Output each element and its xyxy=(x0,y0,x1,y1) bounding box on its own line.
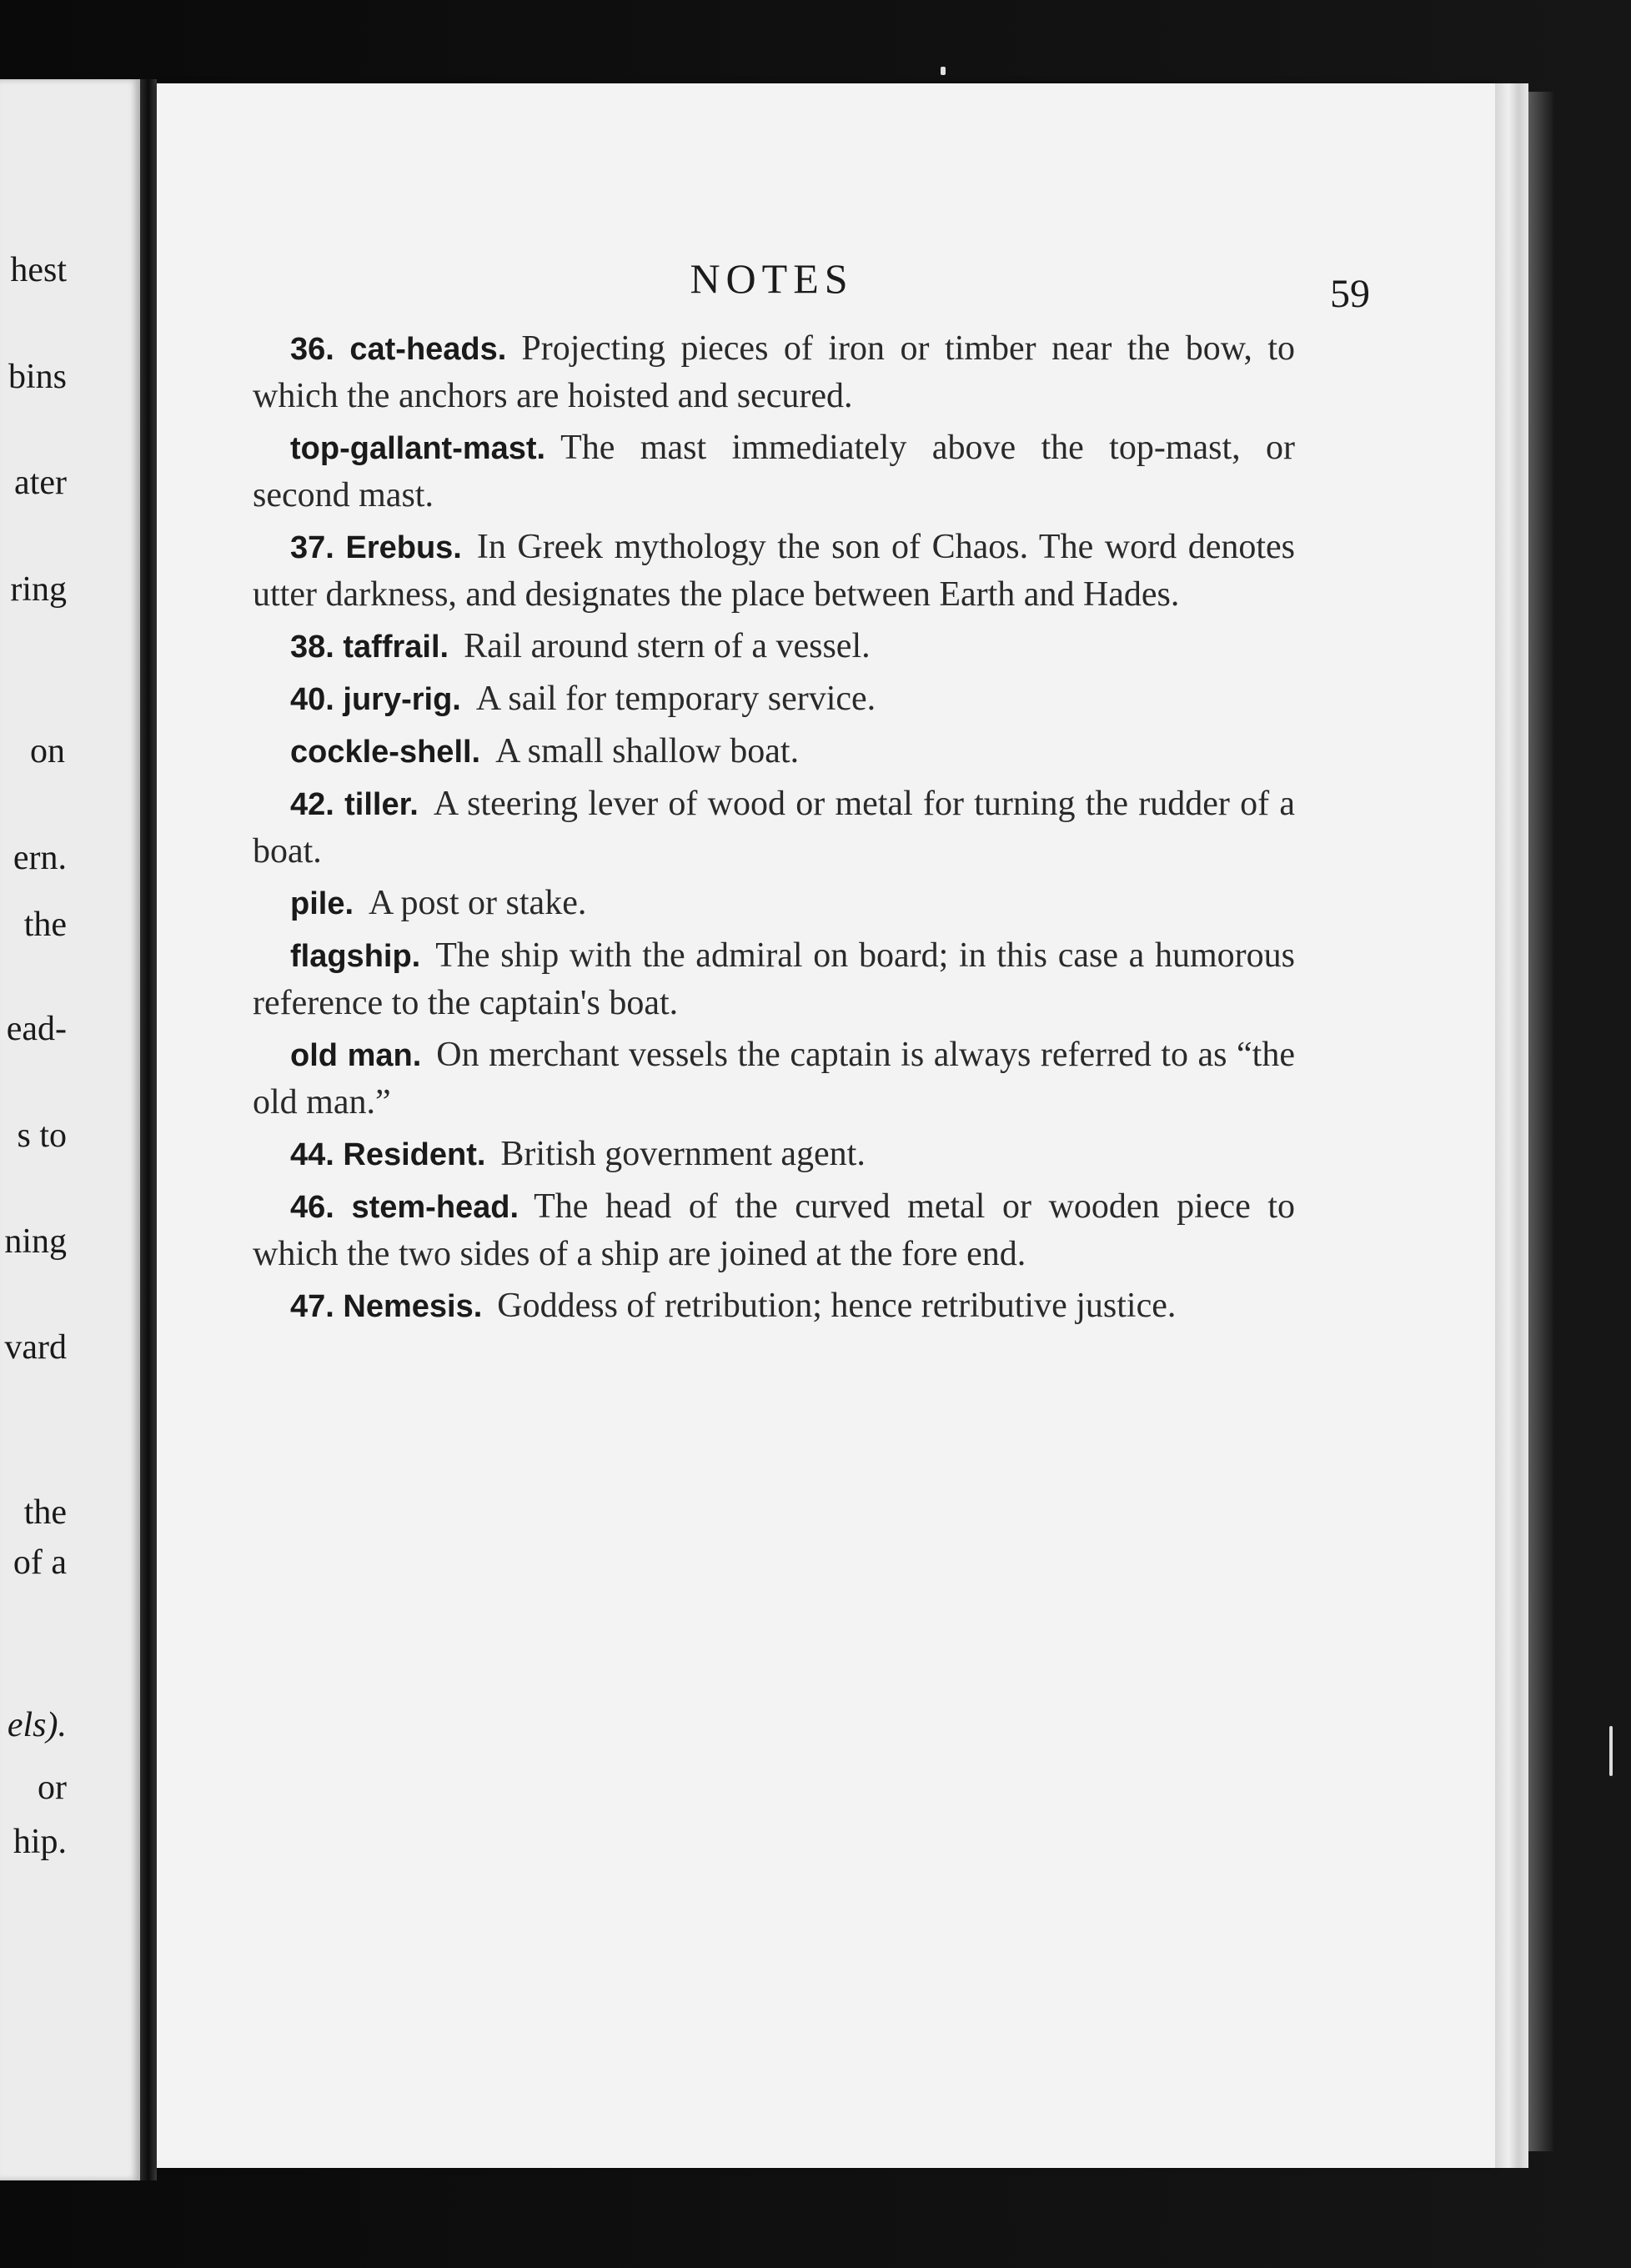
facing-page-fragment: ring xyxy=(10,570,67,609)
note-term: old man. xyxy=(290,1038,422,1073)
note-entry xyxy=(253,932,1295,1026)
facing-page-fragment: bins xyxy=(8,358,67,396)
note-term: 36. cat-heads. xyxy=(290,332,507,367)
note-term: 44. Resident. xyxy=(290,1137,486,1172)
note-entry xyxy=(253,524,1295,618)
note-definition: A sail for temporary service. xyxy=(475,680,876,718)
note-term: flagship. xyxy=(290,939,421,974)
facing-page-fragment: or xyxy=(38,1769,67,1807)
notes-list xyxy=(253,325,1295,1335)
note-entry xyxy=(253,1183,1295,1277)
note-term: top-gallant-mast. xyxy=(290,431,546,466)
page-number: 59 xyxy=(1330,272,1370,316)
facing-page-fragment: on xyxy=(30,732,65,770)
book-gutter xyxy=(140,79,157,2180)
note-definition: A post or stake. xyxy=(369,884,587,922)
note-entry xyxy=(253,780,1295,875)
note-entry xyxy=(253,1031,1295,1126)
note-entry xyxy=(253,728,1295,775)
facing-page-fragment: vard xyxy=(4,1328,67,1367)
facing-page-fragment: ning xyxy=(4,1222,67,1261)
note-entry xyxy=(253,1131,1295,1178)
page-edge xyxy=(1495,83,1528,2168)
notes-page xyxy=(157,83,1495,2168)
note-definition: The mast immediately above the top-mast, or second mast. xyxy=(253,429,1295,514)
note-definition: A steering lever of wood or metal for turning the rudder of a boat. xyxy=(253,785,1295,871)
note-definition: Rail around stern of a vessel. xyxy=(464,627,871,665)
facing-page-fragment: hip. xyxy=(13,1823,67,1861)
note-term: pile. xyxy=(290,886,354,921)
note-entry xyxy=(253,880,1295,927)
note-term: 38. taffrail. xyxy=(290,630,449,665)
facing-page-fragment: the xyxy=(23,906,67,944)
facing-page-fragment: s to xyxy=(17,1116,67,1155)
note-entry xyxy=(253,1282,1295,1330)
note-definition: In Greek mythology the son of Chaos. The word denotes utter darkness, and designates the place between Earth and Hades. xyxy=(253,528,1296,614)
facing-page-fragment: hest xyxy=(10,251,67,289)
note-definition: A small shallow boat. xyxy=(495,732,800,770)
note-definition: The ship with the admiral on board; in this case a humorous reference to the captain's boat. xyxy=(253,936,1295,1022)
note-entry xyxy=(253,424,1295,519)
note-term: 40. jury-rig. xyxy=(290,682,461,717)
facing-page-fragment: of a xyxy=(13,1543,67,1582)
facing-page-left xyxy=(0,79,140,2180)
facing-page-fragment: the xyxy=(23,1493,67,1532)
page-edge-shadow xyxy=(1528,92,1553,2151)
note-term: 46. stem-head. xyxy=(290,1190,519,1225)
note-definition: Projecting pieces of iron or timber near the bow, to which the anchors are hoisted and secured. xyxy=(253,329,1295,415)
facing-page-fragment: els). xyxy=(7,1706,67,1744)
note-entry xyxy=(253,325,1295,419)
note-entry xyxy=(253,675,1295,723)
note-definition: British government agent. xyxy=(500,1135,866,1173)
facing-page-fragment: ead- xyxy=(6,1010,67,1048)
note-entry xyxy=(253,623,1295,670)
note-definition: On merchant vessels the captain is always referred to as “the old man.” xyxy=(253,1036,1295,1121)
note-definition: Goddess of retribution; hence retributive justice. xyxy=(497,1287,1177,1325)
note-term: 42. tiller. xyxy=(290,787,419,822)
dust-fleck xyxy=(941,67,946,75)
dust-fleck xyxy=(1609,1726,1613,1776)
note-definition: The head of the curved metal or wooden piece to which the two sides of a ship are joined at the fore end. xyxy=(253,1187,1295,1273)
running-head: NOTES xyxy=(690,255,854,302)
note-term: cockle-shell. xyxy=(290,735,481,770)
facing-page-fragment: ater xyxy=(14,464,67,502)
note-term: 47. Nemesis. xyxy=(290,1289,483,1324)
note-term: 37. Erebus. xyxy=(290,530,462,565)
facing-page-fragment: ern. xyxy=(13,839,67,877)
